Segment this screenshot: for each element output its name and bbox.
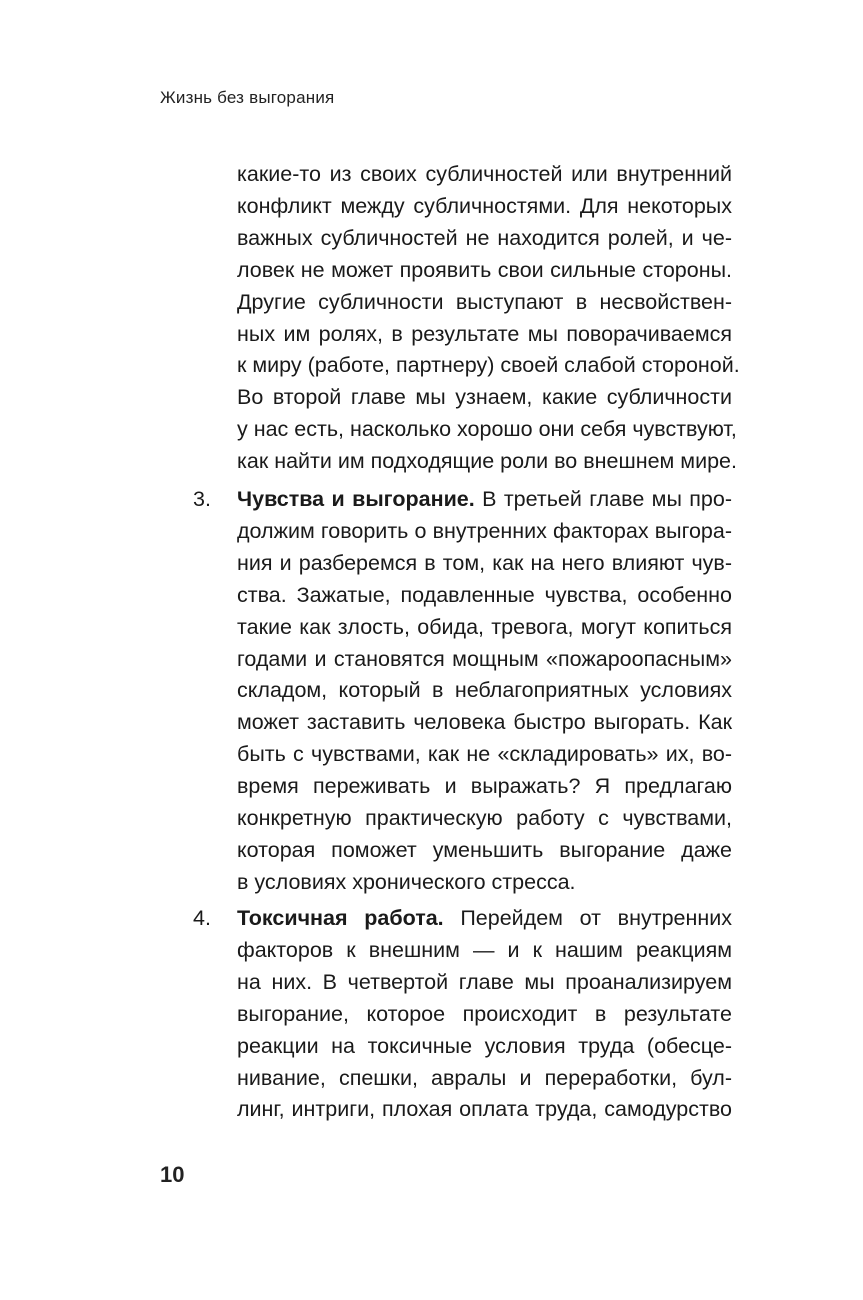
body-line: ства. Зажатые, подавленные чувства, особенно <box>237 583 732 607</box>
body-line: должим говорить о внутренних факторах выгора- <box>237 519 732 543</box>
body-line: ных им ролях, в результате мы поворачиваемся <box>237 322 732 346</box>
running-title: Жизнь без выгорания <box>160 88 335 107</box>
list-number: 3. <box>193 487 211 511</box>
body-line: факторов к внешним — и к нашим реакциям <box>237 938 732 962</box>
list-item-text: Перейдем от внутренних <box>443 906 732 930</box>
body-line: быть с чувствами, как не «складировать» их, во- <box>237 742 732 766</box>
body-line: выгорание, которое происходит в результате <box>237 1002 732 1026</box>
body-line: ловек не может проявить свои сильные стороны. <box>237 258 732 282</box>
body-line: линг, интриги, плохая оплата труда, самодурство <box>237 1097 732 1121</box>
list-item-first-line <box>237 902 732 934</box>
list-number: 4. <box>193 906 211 930</box>
body-line: какие-то из своих субличностей или внутренний <box>237 162 732 186</box>
body-line: нивание, спешки, авралы и переработки, бул- <box>237 1066 732 1090</box>
page-number: 10 <box>160 1162 185 1187</box>
body-line: складом, который в неблагоприятных условиях <box>237 678 732 702</box>
body-line: конфликт между субличностями. Для некоторых <box>237 194 732 218</box>
body-line: у нас есть, насколько хорошо они себя чувствуют, <box>237 417 737 441</box>
body-line: реакции на токсичные условия труда (обесце- <box>237 1034 732 1058</box>
body-line: конкретную практическую работу с чувствами, <box>237 806 732 830</box>
body-line: в условиях хронического стресса. <box>237 870 576 894</box>
list-item-text: В третьей главе мы про- <box>474 487 732 511</box>
body-line: Во второй главе мы узнаем, какие субличности <box>237 385 732 409</box>
list-item-first-line <box>237 483 732 515</box>
body-line: ния и разберемся в том, как на него влияют чув- <box>237 551 732 575</box>
body-line: такие как злость, обида, тревога, могут копиться <box>237 615 732 639</box>
body-line: Другие субличности выступают в несвойствен- <box>237 290 732 314</box>
body-line: на них. В четвертой главе мы проанализируем <box>237 970 732 994</box>
body-line: важных субличностей не находится ролей, и че- <box>237 226 732 250</box>
body-line: как найти им подходящие роли во внешнем мире. <box>237 449 737 473</box>
body-line: к миру (работе, партнеру) своей слабой стороной. <box>237 353 740 377</box>
list-item-title: Токсичная работа. <box>237 906 444 930</box>
body-line: может заставить человека быстро выгорать. Как <box>237 710 732 734</box>
body-line: годами и становятся мощным «пожароопасным» <box>237 647 732 671</box>
list-item-title: Чувства и выгорание. <box>237 487 475 511</box>
body-line: время переживать и выражать? Я предлагаю <box>237 774 732 798</box>
body-line: которая поможет уменьшить выгорание даже <box>237 838 732 862</box>
